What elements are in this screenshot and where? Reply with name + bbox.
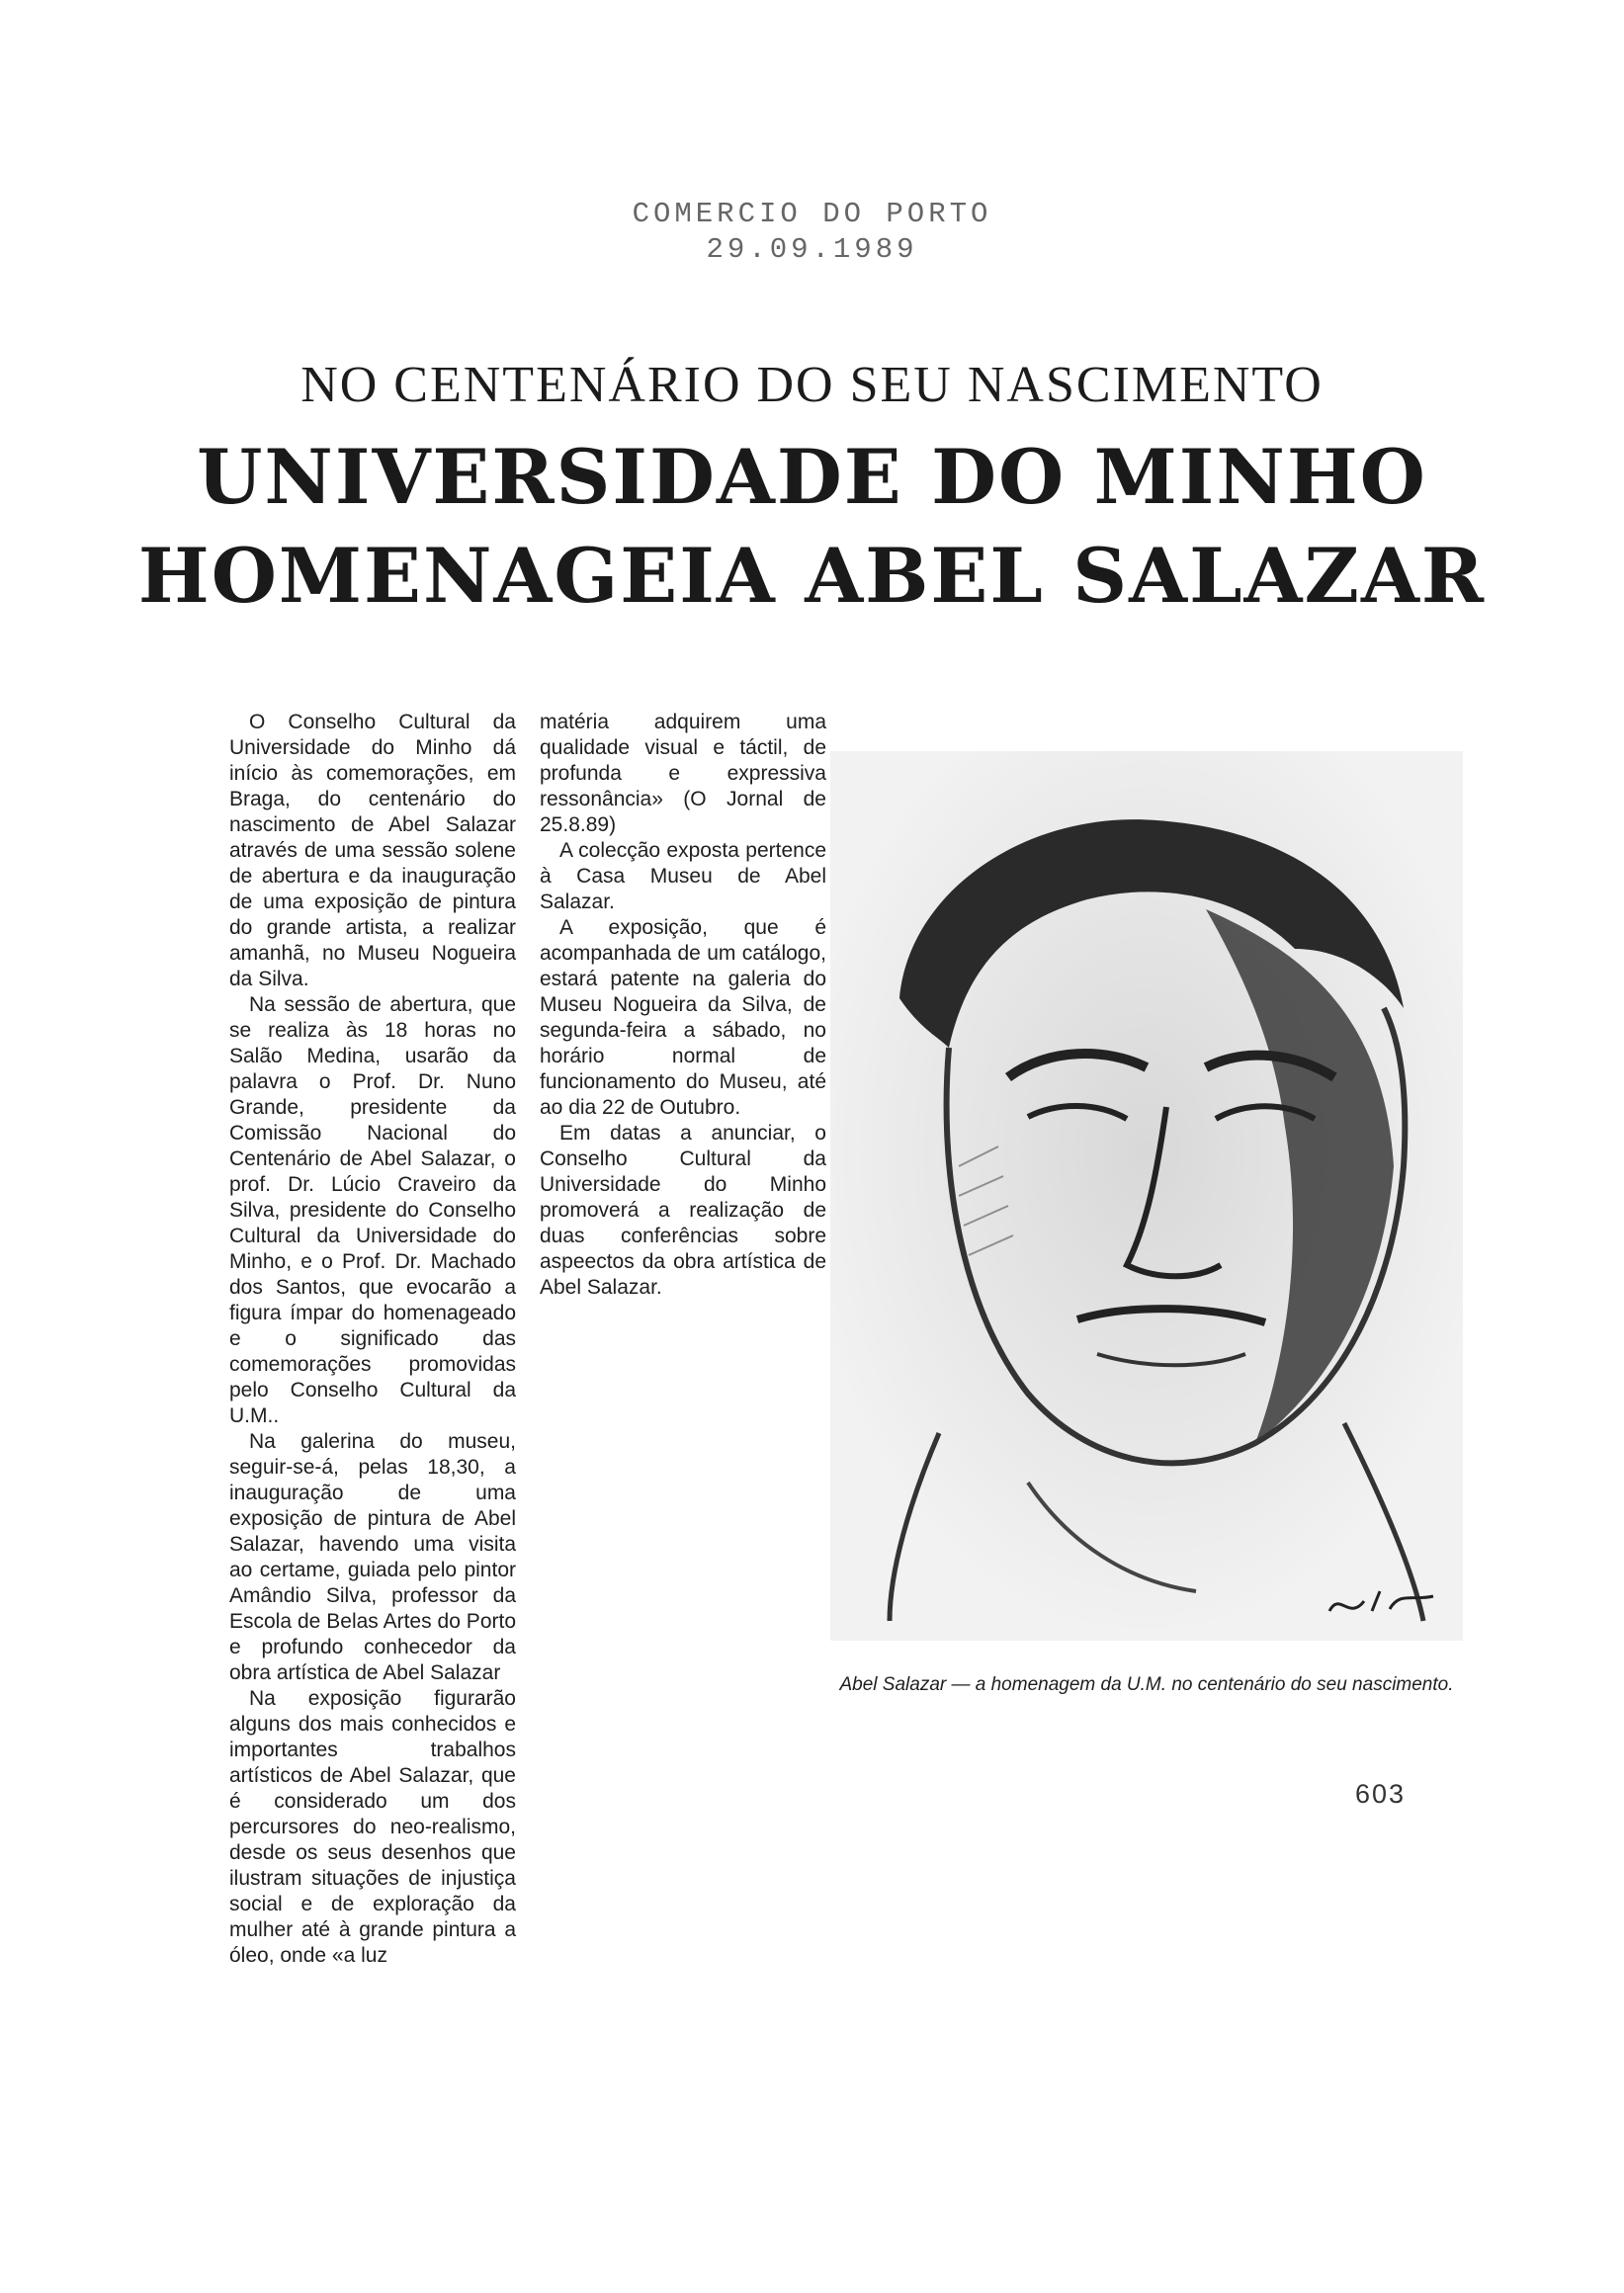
- article-column-2: [540, 710, 826, 1301]
- paragraph: O Conselho Cultural da Universidade do Minho dá início às comemorações, em Braga, do centenário do nascimento de Abel Salazar através de uma sessão solene de abertura e da inauguração de uma exposição de pintura do grande artista, a realizar amanhã, no Museu Nogueira da Silva.: [229, 711, 516, 990]
- paragraph: Na sessão de abertura, que se realiza às 18 horas no Salão Medina, usarão da palavra o Prof. Dr. Nuno Grande, presidente da Comissão Nacional do Centenário de Abel Salazar, o prof. Dr. Lúcio Craveiro da Silva, presidente do Conselho Cultural da Universidade do Minho, e o Prof. Dr. Machado dos Santos, que evocarão a figura ímpar do homenageado e o significado das comemorações promovidas pelo Conselho Cultural da U.M..: [229, 993, 516, 1427]
- portrait-sketch-illustration: [830, 751, 1463, 1641]
- paragraph: Em datas a anunciar, o Conselho Cultural da Universidade do Minho promoverá a realização de duas conferências sobre aspeectos da obra artística de Abel Salazar.: [540, 1122, 826, 1299]
- article-column-1: [229, 710, 516, 1969]
- paragraph: matéria adquirem uma qualidade visual e táctil, de profunda e expressiva ressonância» (O Jornal de 25.8.89): [540, 711, 826, 836]
- page-number: 603: [1355, 1779, 1407, 1809]
- paragraph: A colecção exposta pertence à Casa Museu de Abel Salazar.: [540, 839, 826, 913]
- paragraph: A exposição, que é acompanhada de um catálogo, estará patente na galeria do Museu Nogueira da Silva, de segunda-feira a sábado, no horário normal de funcionamento do Museu, até ao dia 22 de Outubro.: [540, 916, 826, 1119]
- paragraph: Na galerina do museu, seguir-se-á, pelas 18,30, a inauguração de uma exposição de pintura de Abel Salazar, havendo uma visita ao certame, guiada pelo pintor Amândio Silva, professor da Escola de Belas Artes do Porto e profundo conhecedor da obra artística de Abel Salazar: [229, 1430, 516, 1684]
- clipping-source-stamp: COMERCIO DO PORTO: [632, 198, 992, 230]
- paragraph: Na exposição figurarão alguns dos mais conhecidos e importantes trabalhos artísticos de Abel Salazar, que é considerado um dos percursores do neo-realismo, desde os seus desenhos que ilustram situações de injustiça social e de exploração da mulher até à grande pintura a óleo, onde «a luz: [229, 1687, 516, 1967]
- clipping-date-stamp: 29.09.1989: [706, 233, 918, 266]
- photo-caption: Abel Salazar — a homenagem da U.M. no centenário do seu nascimento.: [839, 1674, 1454, 1695]
- headline-line-1: UNIVERSIDADE DO MINHO: [197, 433, 1427, 521]
- headline-line-2: HOMENAGEIA ABEL SALAZAR: [137, 532, 1487, 620]
- article-kicker: NO CENTENÁRIO DO SEU NASCIMENTO: [300, 357, 1324, 413]
- portrait-drawing: [830, 751, 1463, 1641]
